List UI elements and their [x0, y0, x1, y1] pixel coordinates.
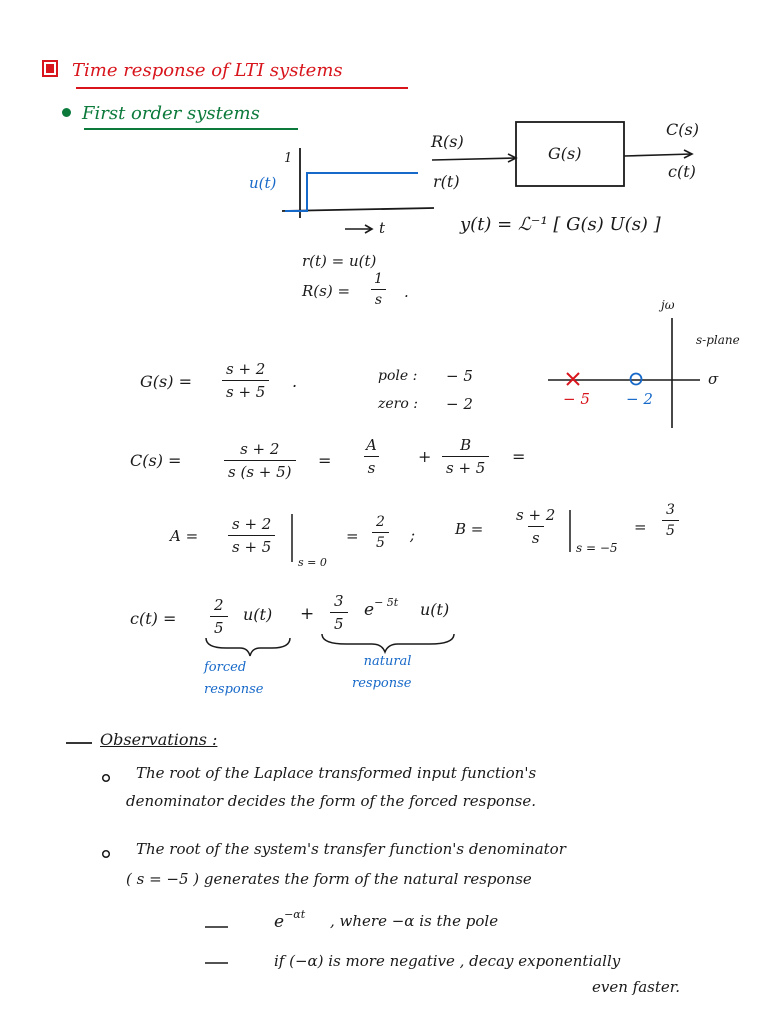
eq-C-b-den: s + 5 — [442, 456, 489, 477]
eq-C-den: s (s + 5) — [224, 460, 296, 481]
section-title: First order systems — [82, 103, 260, 124]
splane-jw-label: jω — [661, 298, 675, 312]
pole-label: pole : — [378, 368, 418, 384]
sub1-exp-pow: −αt — [284, 908, 306, 921]
eq-A-lhs: A = — [170, 527, 199, 545]
eq-R-frac — [370, 271, 387, 308]
eq-ct-n1: 2 — [214, 596, 224, 614]
sub1-exp — [274, 908, 306, 932]
eq-ct-exp-base: e — [364, 600, 375, 620]
eq-R-den: s — [371, 289, 386, 308]
eq-C-a-den: s — [364, 456, 380, 477]
eq-G-num: s + 2 — [226, 360, 266, 378]
input-top-label: R(s) — [431, 132, 464, 151]
eq-C-a-num: A — [366, 436, 377, 454]
eq-G-lhs: G(s) = — [140, 372, 192, 391]
eq-R-num: 1 — [374, 271, 383, 287]
eq-B-sub: s = −5 — [576, 541, 618, 555]
eq-B-val-num: 3 — [666, 502, 675, 518]
eq-ct-frac1 — [210, 596, 228, 637]
eq-ct-d1: 5 — [210, 616, 228, 637]
obs1-line2: denominator decides the form of the forced response. — [126, 792, 536, 810]
step-xlabel: t — [379, 219, 386, 237]
step-level-label: 1 — [284, 151, 293, 166]
eq-A-val — [372, 514, 389, 551]
obs-bullet-1 — [103, 775, 110, 782]
eq-G-frac — [222, 360, 269, 401]
sub2-line2: even faster. — [592, 978, 681, 996]
splane-pole-label: − 5 — [563, 390, 590, 408]
eq-A-sub: s = 0 — [298, 556, 327, 569]
sub1-exp-base: e — [274, 912, 285, 932]
output-top-label: C(s) — [666, 120, 699, 139]
step-signal — [285, 173, 418, 211]
eq-r: r(t) = u(t) — [302, 252, 377, 270]
eq-R-lhs: R(s) = — [302, 282, 351, 300]
output-bottom-label: c(t) — [668, 162, 696, 181]
eq-C-frac — [224, 440, 296, 481]
eq-A-frac — [228, 515, 275, 556]
eq-B-lhs: B = — [455, 520, 484, 538]
eq-A-val-den: 5 — [372, 532, 389, 551]
observations-heading: Observations : — [100, 730, 218, 749]
eq-B-val — [662, 502, 679, 539]
pole-value: − 5 — [446, 367, 473, 385]
sub1-text: , where −α is the pole — [330, 912, 499, 930]
eq-C-b-frac — [442, 436, 489, 477]
eq-y: y(t) = ℒ⁻¹ [ G(s) U(s) ] — [460, 214, 661, 235]
eq-ct-plus: + — [300, 604, 315, 624]
eq-ct-exp — [364, 596, 399, 620]
splane-zero-label: − 2 — [626, 390, 653, 408]
sub2-line1: if (−α) is more negative , decay exponentially — [274, 952, 621, 970]
obs-bullet-2 — [103, 851, 110, 858]
eq-C-a-frac — [362, 436, 381, 477]
eq-G-tail: . — [292, 372, 298, 391]
eq-A-val-num: 2 — [376, 514, 385, 530]
step-ylabel: u(t) — [249, 174, 277, 192]
zero-value: − 2 — [446, 395, 473, 413]
eq-A-den: s + 5 — [228, 535, 275, 556]
eq-A-eq: = — [346, 527, 359, 545]
eq-C-eq: = — [318, 451, 332, 470]
eq-R-tail: . — [404, 283, 409, 301]
eq-B-frac — [512, 506, 559, 547]
eq-ct-exp-pow: − 5t — [374, 596, 399, 609]
eq-G-den: s + 5 — [222, 380, 269, 401]
zero-label: zero : — [378, 396, 418, 412]
output-arrow — [624, 154, 692, 156]
block-label: G(s) — [548, 144, 582, 163]
natural-response-label: natural response — [352, 654, 412, 691]
input-arrow — [432, 158, 516, 160]
eq-A-num: s + 2 — [232, 515, 272, 533]
eq-ct-n2: 3 — [334, 592, 344, 610]
forced-response-label: forced response — [204, 660, 264, 697]
eq-ct-d2: 5 — [330, 612, 348, 633]
obs2-line1: The root of the system's transfer function's denominator — [136, 840, 566, 858]
input-bottom-label: r(t) — [433, 172, 460, 191]
eq-C-b-num: B — [460, 436, 472, 454]
eq-C-plus: + — [418, 447, 432, 466]
zero-marker — [631, 374, 642, 385]
eq-ct-frac2 — [330, 592, 348, 633]
eq-A-sep: ; — [410, 526, 416, 544]
forced-brace — [206, 638, 290, 656]
eq-C-eq2: = — [512, 447, 526, 466]
eq-ct-term2: u(t) — [420, 600, 450, 619]
obs1-line1: The root of the Laplace transformed input function's — [136, 764, 537, 782]
eq-B-val-den: 5 — [662, 520, 679, 539]
natural-brace — [322, 634, 454, 652]
eq-ct-lhs: c(t) = — [130, 609, 177, 628]
page-title: Time response of LTI systems — [72, 60, 343, 81]
eq-C-lhs: C(s) = — [130, 451, 182, 470]
pole-marker — [567, 373, 579, 385]
eq-B-eq: = — [634, 518, 647, 536]
eq-B-num: s + 2 — [516, 506, 556, 524]
splane-sigma-label: σ — [708, 370, 719, 388]
eq-B-den: s — [528, 526, 544, 547]
eq-C-num: s + 2 — [240, 440, 280, 458]
obs2-line2: ( s = −5 ) generates the form of the natural response — [126, 870, 532, 888]
splane-name: s-plane — [696, 333, 740, 347]
eq-ct-term1: u(t) — [243, 605, 273, 624]
